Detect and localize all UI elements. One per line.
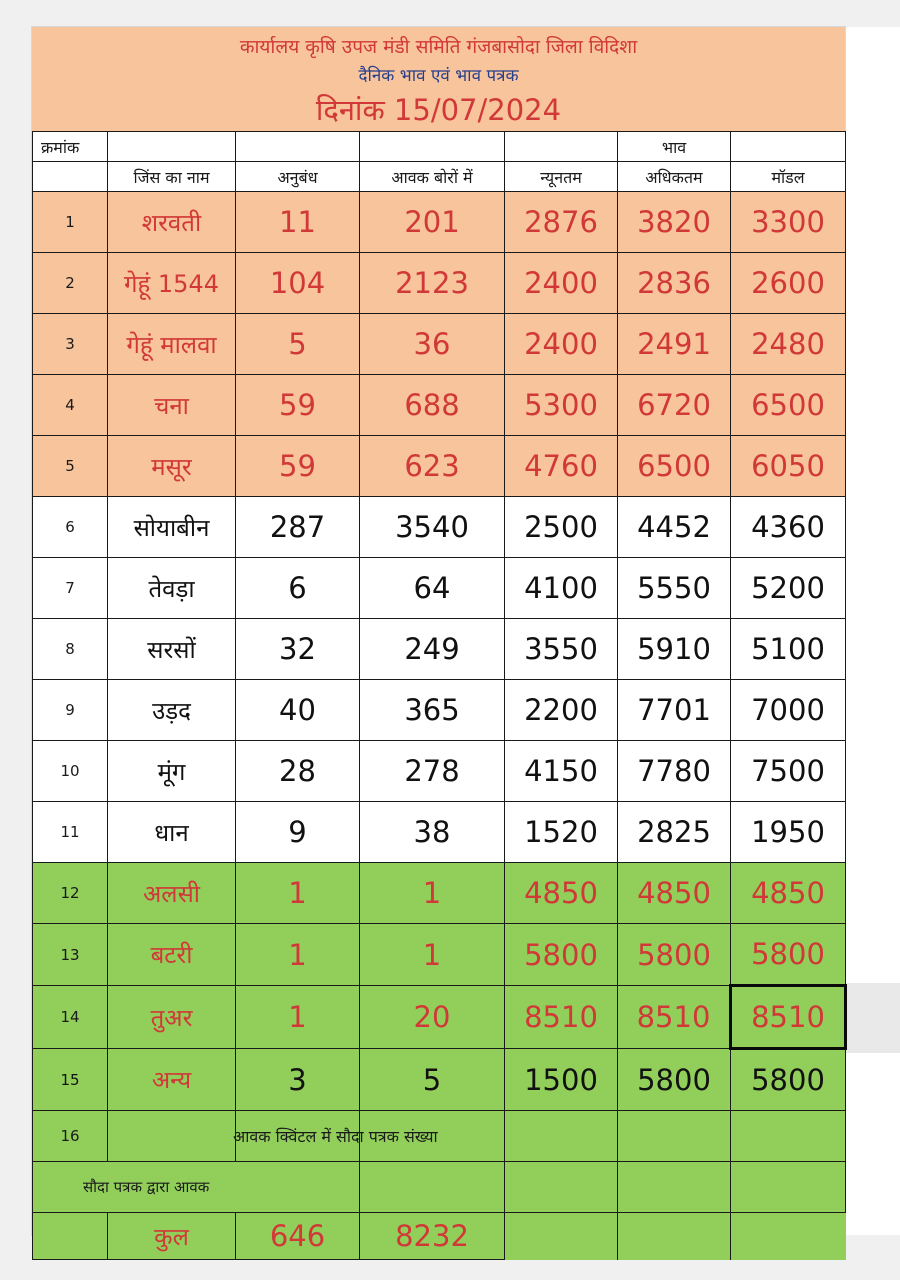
min-cell: 2876 (505, 192, 618, 253)
min-cell: 2400 (505, 253, 618, 314)
serial-cell: 4 (33, 375, 108, 436)
min-cell: 3550 (505, 619, 618, 680)
max-cell: 8510 (618, 986, 731, 1049)
min-cell: 4760 (505, 436, 618, 497)
contract-cell: 6 (236, 558, 360, 619)
modal-cell: 5800 (731, 924, 846, 986)
sheet-header (32, 27, 845, 131)
contract-cell: 59 (236, 436, 360, 497)
max-cell: 3820 (618, 192, 731, 253)
table-row (33, 192, 846, 253)
table-row (33, 375, 846, 436)
modal-cell: 8510 (731, 986, 846, 1049)
contract-cell: 28 (236, 741, 360, 802)
max-cell: 4850 (618, 863, 731, 924)
arrival-cell: 623 (360, 436, 505, 497)
commodity-cell: तेवड़ा (108, 558, 236, 619)
arrival-cell: 688 (360, 375, 505, 436)
table-row (33, 986, 846, 1049)
max-cell: 2491 (618, 314, 731, 375)
serial-cell: 12 (33, 863, 108, 924)
commodity-cell: शरवती (108, 192, 236, 253)
serial-cell: 1 (33, 192, 108, 253)
min-cell: 2500 (505, 497, 618, 558)
max-cell: 6500 (618, 436, 731, 497)
background-panel (845, 27, 900, 1235)
serial-cell: 7 (33, 558, 108, 619)
contract-header: अनुबंध (236, 162, 360, 192)
modal-cell: 6050 (731, 436, 846, 497)
min-cell: 2200 (505, 680, 618, 741)
arrival-cell: 64 (360, 558, 505, 619)
table-row (33, 619, 846, 680)
modal-cell: 6500 (731, 375, 846, 436)
min-cell: 1500 (505, 1049, 618, 1111)
commodity-cell: मूंग (108, 741, 236, 802)
max-cell: 5550 (618, 558, 731, 619)
commodity-cell: अन्य (108, 1049, 236, 1111)
min-header: न्यूनतम (505, 162, 618, 192)
min-cell: 5300 (505, 375, 618, 436)
commodity-cell: तुअर (108, 986, 236, 1049)
arrival-cell: 1 (360, 863, 505, 924)
row-16 (33, 1111, 846, 1162)
arrival-cell: 278 (360, 741, 505, 802)
min-cell: 5800 (505, 924, 618, 986)
serial-cell: 15 (33, 1049, 108, 1111)
arrival-cell: 201 (360, 192, 505, 253)
max-cell: 5910 (618, 619, 731, 680)
contract-cell: 1 (236, 924, 360, 986)
arrival-cell: 2123 (360, 253, 505, 314)
date-line: दिनांक 15/07/2024 (315, 93, 562, 127)
commodity-cell: उड़द (108, 680, 236, 741)
contract-cell: 11 (236, 192, 360, 253)
modal-header: मॉडल (731, 162, 846, 192)
serial-cell: 9 (33, 680, 108, 741)
serial-cell: 3 (33, 314, 108, 375)
modal-cell: 3300 (731, 192, 846, 253)
contract-cell: 32 (236, 619, 360, 680)
max-header: अधिकतम (618, 162, 731, 192)
serial-cell: 10 (33, 741, 108, 802)
arrival-cell: 3540 (360, 497, 505, 558)
table-row (33, 1049, 846, 1111)
modal-cell: 5200 (731, 558, 846, 619)
modal-cell: 5800 (731, 1049, 846, 1111)
contract-cell: 59 (236, 375, 360, 436)
min-cell: 1520 (505, 802, 618, 863)
min-cell: 4100 (505, 558, 618, 619)
serial-cell: 2 (33, 253, 108, 314)
modal-cell: 2480 (731, 314, 846, 375)
commodity-cell: मसूर (108, 436, 236, 497)
background-strip (845, 983, 900, 1053)
modal-cell: 4360 (731, 497, 846, 558)
commodity-cell: बटरी (108, 924, 236, 986)
commodity-cell: चना (108, 375, 236, 436)
commodity-cell: अलसी (108, 863, 236, 924)
contract-cell: 104 (236, 253, 360, 314)
table-row (33, 863, 846, 924)
total-row (33, 1213, 846, 1260)
min-cell: 2400 (505, 314, 618, 375)
serial-cell: 16 (33, 1111, 108, 1162)
header-row-2 (33, 162, 846, 192)
table-row (33, 314, 846, 375)
total-contract: 646 (236, 1213, 360, 1260)
table-row (33, 741, 846, 802)
table-row (33, 680, 846, 741)
commodity-cell: सोयाबीन (108, 497, 236, 558)
office-title: कार्यालय कृषि उपज मंडी समिति गंजबासोदा जिला विदिशा (239, 36, 638, 58)
serial-cell: 14 (33, 986, 108, 1049)
table-row (33, 497, 846, 558)
commodity-cell: सरसों (108, 619, 236, 680)
min-cell: 8510 (505, 986, 618, 1049)
arrival-cell: 249 (360, 619, 505, 680)
max-cell: 7780 (618, 741, 731, 802)
deal-arrival-label: सौदा पत्रक द्वारा आवक (33, 1162, 360, 1213)
table-row (33, 436, 846, 497)
contract-cell: 287 (236, 497, 360, 558)
serial-header: क्रमांक (33, 132, 108, 162)
contract-cell: 5 (236, 314, 360, 375)
modal-cell: 4850 (731, 863, 846, 924)
max-cell: 6720 (618, 375, 731, 436)
contract-cell: 40 (236, 680, 360, 741)
serial-cell: 11 (33, 802, 108, 863)
commodity-cell: गेहूं मालवा (108, 314, 236, 375)
total-arrival: 8232 (360, 1213, 505, 1260)
commodity-header: जिंस का नाम (108, 162, 236, 192)
arrival-cell: 1 (360, 924, 505, 986)
contract-cell: 3 (236, 1049, 360, 1111)
max-cell: 4452 (618, 497, 731, 558)
deal-arrival-row (33, 1162, 846, 1213)
serial-cell: 6 (33, 497, 108, 558)
max-cell: 2825 (618, 802, 731, 863)
arrival-cell: 36 (360, 314, 505, 375)
contract-cell: 1 (236, 863, 360, 924)
header-row-1 (33, 132, 846, 162)
rates-table (32, 131, 847, 1260)
modal-cell: 1950 (731, 802, 846, 863)
row16-text: आवक क्विंटल में सौदा पत्रक संख्या (233, 1127, 438, 1146)
max-cell: 7701 (618, 680, 731, 741)
table-row (33, 253, 846, 314)
rate-sheet (32, 27, 845, 1253)
modal-cell: 5100 (731, 619, 846, 680)
arrival-cell: 38 (360, 802, 505, 863)
commodity-cell: धान (108, 802, 236, 863)
table-row (33, 924, 846, 986)
table-row (33, 558, 846, 619)
arrival-header: आवक बोरों में (360, 162, 505, 192)
table-row (33, 802, 846, 863)
arrival-cell: 20 (360, 986, 505, 1049)
contract-cell: 1 (236, 986, 360, 1049)
serial-cell: 5 (33, 436, 108, 497)
min-cell: 4850 (505, 863, 618, 924)
total-label: कुल (108, 1213, 236, 1260)
sheet-subtitle: दैनिक भाव एवं भाव पत्रक (358, 66, 519, 86)
serial-cell: 8 (33, 619, 108, 680)
modal-cell: 2600 (731, 253, 846, 314)
modal-cell: 7500 (731, 741, 846, 802)
rate-group-header: भाव (618, 132, 731, 162)
contract-cell: 9 (236, 802, 360, 863)
serial-cell: 13 (33, 924, 108, 986)
min-cell: 4150 (505, 741, 618, 802)
commodity-cell: गेहूं 1544 (108, 253, 236, 314)
arrival-cell: 365 (360, 680, 505, 741)
modal-cell: 7000 (731, 680, 846, 741)
max-cell: 2836 (618, 253, 731, 314)
max-cell: 5800 (618, 924, 731, 986)
max-cell: 5800 (618, 1049, 731, 1111)
arrival-cell: 5 (360, 1049, 505, 1111)
